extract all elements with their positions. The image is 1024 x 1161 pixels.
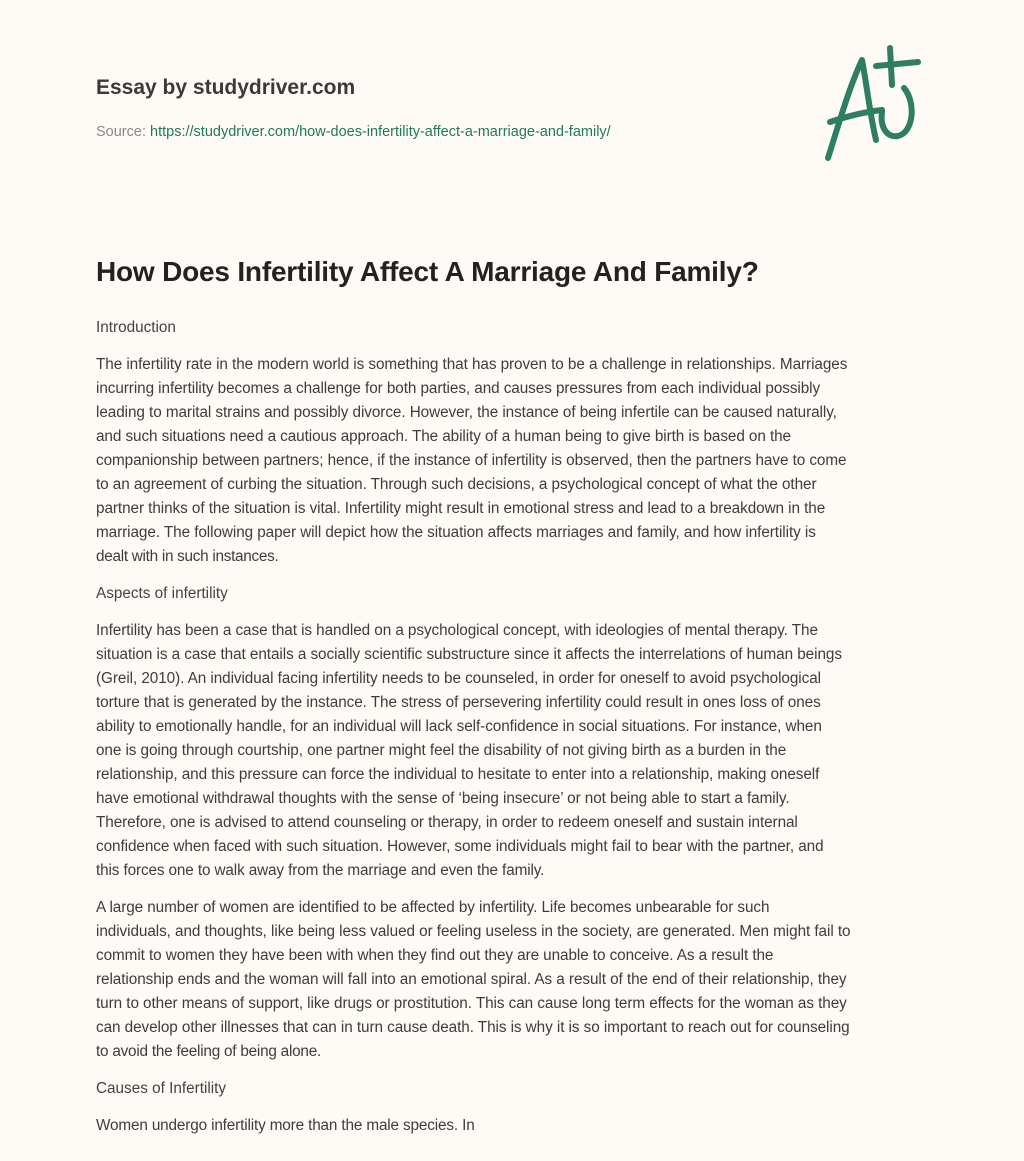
paragraph-line: torture that is generated by the instance. The stress of persevering infertility could result in ones loss of ones xyxy=(96,694,821,711)
paragraph-line: relationship, and this pressure can force the individual to hesitate to enter into a relationship, making oneself xyxy=(96,766,820,783)
paragraph-line: Women undergo infertility more than the male species. In xyxy=(96,1117,475,1134)
a-plus-logo xyxy=(818,40,928,170)
section-heading-introduction: Introduction xyxy=(96,319,176,336)
paragraph-line: one is going through courtship, one partner might feel the disability of not giving birth as a burden in the xyxy=(96,742,787,759)
paragraph-line: and such situations need a cautious approach. The ability of a human being to give birth is based on the xyxy=(96,428,791,445)
source-link[interactable]: https://studydriver.com/how-does-infertility-affect-a-marriage-and-family/ xyxy=(150,124,611,140)
paragraph-line: confidence when faced with such situation. However, some individuals might fail to bear with the partner, and xyxy=(96,838,824,855)
paragraph-line: dealt with in such instances. xyxy=(96,548,279,565)
paragraph-line: Infertility has been a case that is handled on a psychological concept, with ideologies of mental therapy. The xyxy=(96,622,818,639)
paragraph-line: to an agreement of curbing the situation. Through such decisions, a psychological concept of what the other xyxy=(96,476,817,493)
paragraph-line: (Greil, 2010). An individual facing infertility needs to be counseled, in order for oneself to avoid psychological xyxy=(96,670,821,687)
paragraph-line: A large number of women are identified to be affected by infertility. Life becomes unbearable for such xyxy=(96,899,770,916)
paragraph-line: incurring infertility becomes a challenge for both parties, and causes pressures from each individual possibly xyxy=(96,380,821,397)
paragraph-line: partner thinks of the situation is vital. Infertility might result in emotional stress and lead to a breakdown in the xyxy=(96,500,826,517)
paragraph-line: turn to other means of support, like drugs or prostitution. This can cause long term effects for the woman as they xyxy=(96,995,847,1012)
paragraph-line: situation is a case that entails a socially scientific substructure since it affects the interrelations of human beings xyxy=(96,646,842,663)
paragraph-line: individuals, and thoughts, like being less valued or feeling useless in the society, are generated. Men might fail to xyxy=(96,923,851,940)
site-brand: Essay by studydriver.com xyxy=(96,76,356,99)
paragraph-line: have emotional withdrawal thoughts with the sense of ‘being insecure’ or not being able to start a family. xyxy=(96,790,790,807)
paragraph-line: companionship between partners; hence, if the instance of infertility is observed, then the partners have to come xyxy=(96,452,847,469)
paragraph-introduction xyxy=(96,353,936,569)
paragraph-line: marriage. The following paper will depict how the situation affects marriages and family, and how infertility is xyxy=(96,524,816,541)
paragraph-line: relationship ends and the woman will fall into an emotional spiral. As a result of the end of their relationship, they xyxy=(96,971,847,988)
paragraph-line: can develop other illnesses that can in turn cause death. This is why it is so important to reach out for counseling xyxy=(96,1019,850,1036)
section-heading-causes: Causes of Infertility xyxy=(96,1080,227,1097)
paragraph-aspects xyxy=(96,619,936,883)
paragraph-line: commit to women they have been with when they find out they are unable to conceive. As a result the xyxy=(96,947,774,964)
source-label: Source: xyxy=(96,124,146,140)
essay-title: How Does Infertility Affect A Marriage And Family? xyxy=(96,256,759,287)
section-heading-aspects: Aspects of infertility xyxy=(96,585,228,602)
source-line xyxy=(96,124,611,140)
paragraph-line: The infertility rate in the modern world is something that has proven to be a challenge in relationships. Marriages xyxy=(96,356,848,373)
paragraph-line: Therefore, one is advised to attend counseling or therapy, in order to redeem oneself and sustain internal xyxy=(96,814,798,831)
paragraph-line: ability to emotionally handle, for an individual will lack self-confidence in social situations. For instance, when xyxy=(96,718,822,735)
essay-body xyxy=(96,316,936,1151)
paragraph-line: this forces one to walk away from the marriage and even the family. xyxy=(96,862,545,879)
paragraph-causes xyxy=(96,1114,936,1138)
paragraph-line: to avoid the feeling of being alone. xyxy=(96,1043,322,1060)
paragraph-women xyxy=(96,896,936,1064)
paragraph-line: leading to marital strains and possibly divorce. However, the instance of being infertile can be caused naturally, xyxy=(96,404,837,421)
